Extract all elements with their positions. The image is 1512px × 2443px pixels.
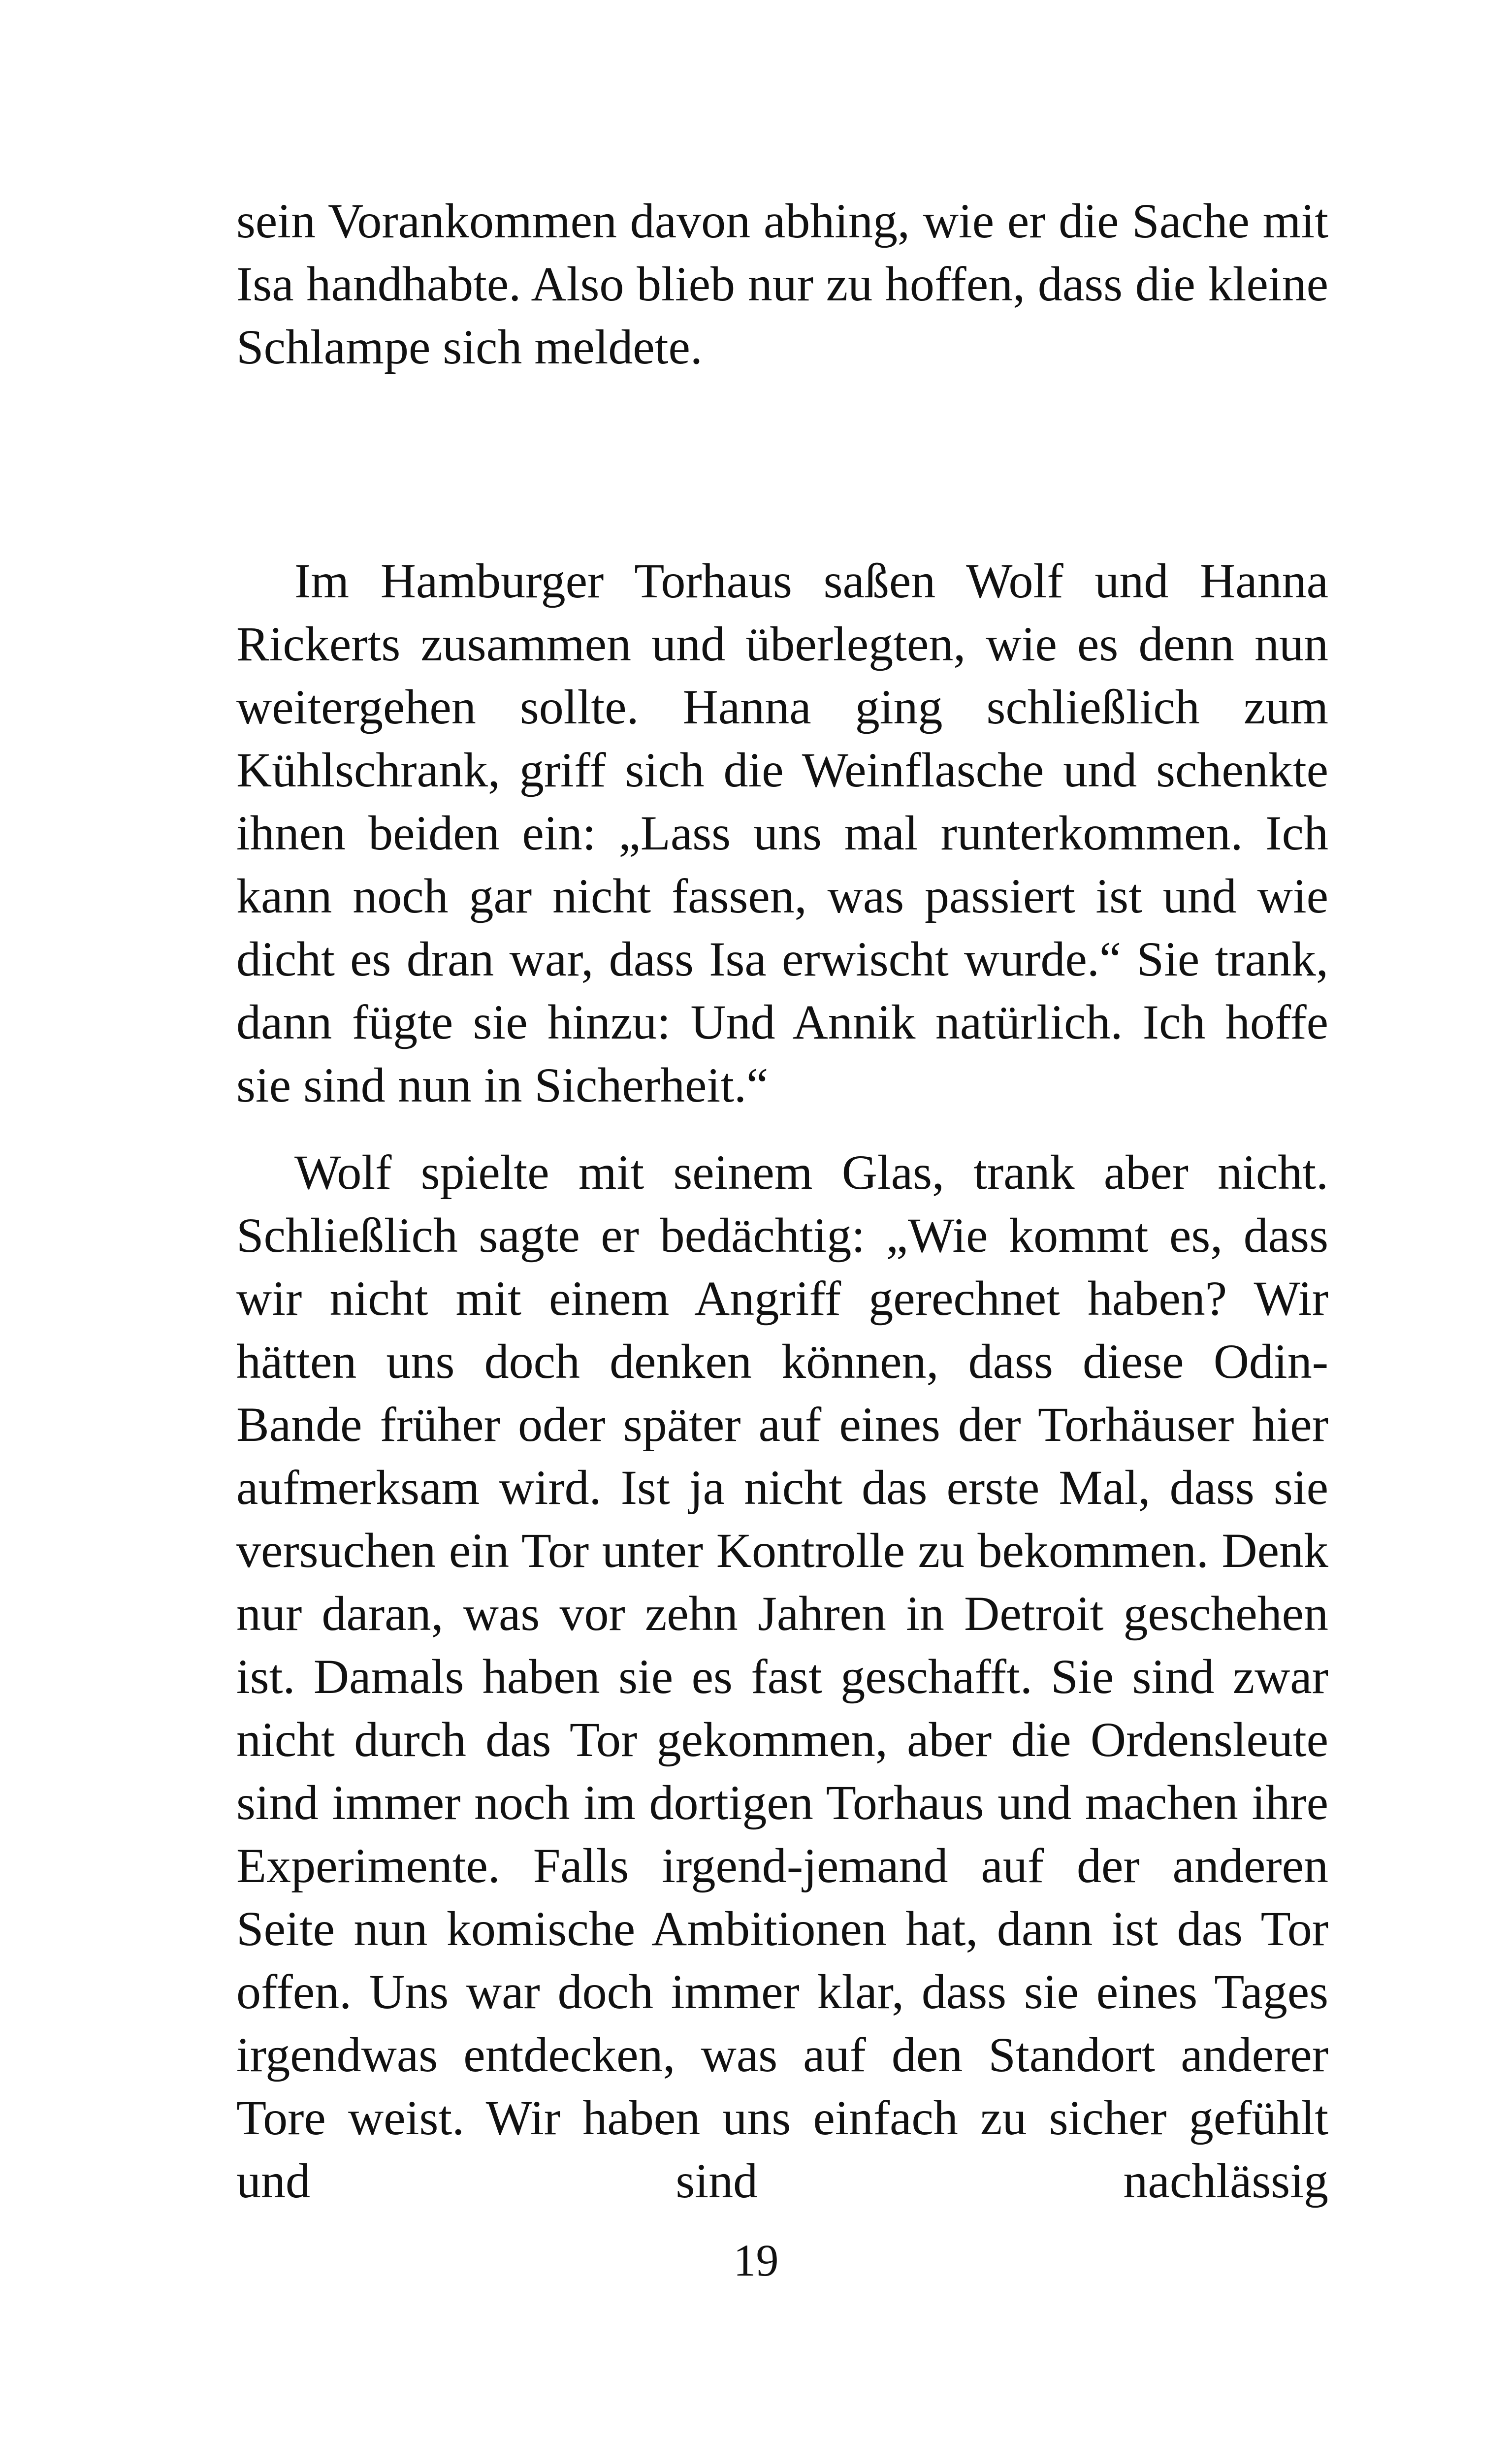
paragraph-torhaus-scene: Im Hamburger Torhaus saßen Wolf und Hanna Rickerts zusammen und überlegten, wie es denn nun weitergehen sollte. Hanna ging schließlich zum Kühlschrank, griff sich die Weinflasche und schenkte ihnen beiden ein: „Lass uns mal runterkommen. Ich kann noch gar nicht fassen, was passiert ist und wie dicht es dran war, dass Isa erwischt wurde.“ Sie trank, dann fügte sie hinzu: Und Annik natürlich. Ich hoffe sie sind nun in Sicherheit.“ bbox=[236, 554, 1328, 1112]
paragraph-wolf-dialogue: Wolf spielte mit seinem Glas, trank aber nicht. Schließlich sagte er bedächtig: „Wie kommt es, dass wir nicht mit einem Angriff gerechnet haben? Wir hätten uns doch denken können, dass diese Odin-Bande früher oder später auf eines der Torhäuser hier aufmerksam wird. Ist ja nicht das erste Mal, dass sie versuchen ein Tor unter Kontrolle zu bekommen. Denk nur daran, was vor zehn Jahren in Detroit geschehen ist. Damals haben sie es fast geschafft. Sie sind zwar nicht durch das Tor gekommen, aber die Ordensleute sind immer noch im dortigen Torhaus und machen ihre Experimente. Falls irgend-jemand auf der anderen Seite nun komische Ambitionen hat, dann ist das Tor offen. Uns war doch immer klar, dass sie eines Tages irgendwas entdecken, was auf den Standort anderer Tore weist. Wir haben uns einfach zu sicher gefühlt und sind nachlässig bbox=[236, 1145, 1328, 2208]
page-body bbox=[236, 190, 1328, 2213]
page-number: 19 bbox=[733, 2235, 779, 2285]
paragraph-continuation: sein Vorankommen davon abhing, wie er die Sache mit Isa handhabte. Also blieb nur zu hoffen, dass die kleine Schlampe sich meldete. bbox=[236, 194, 1328, 374]
